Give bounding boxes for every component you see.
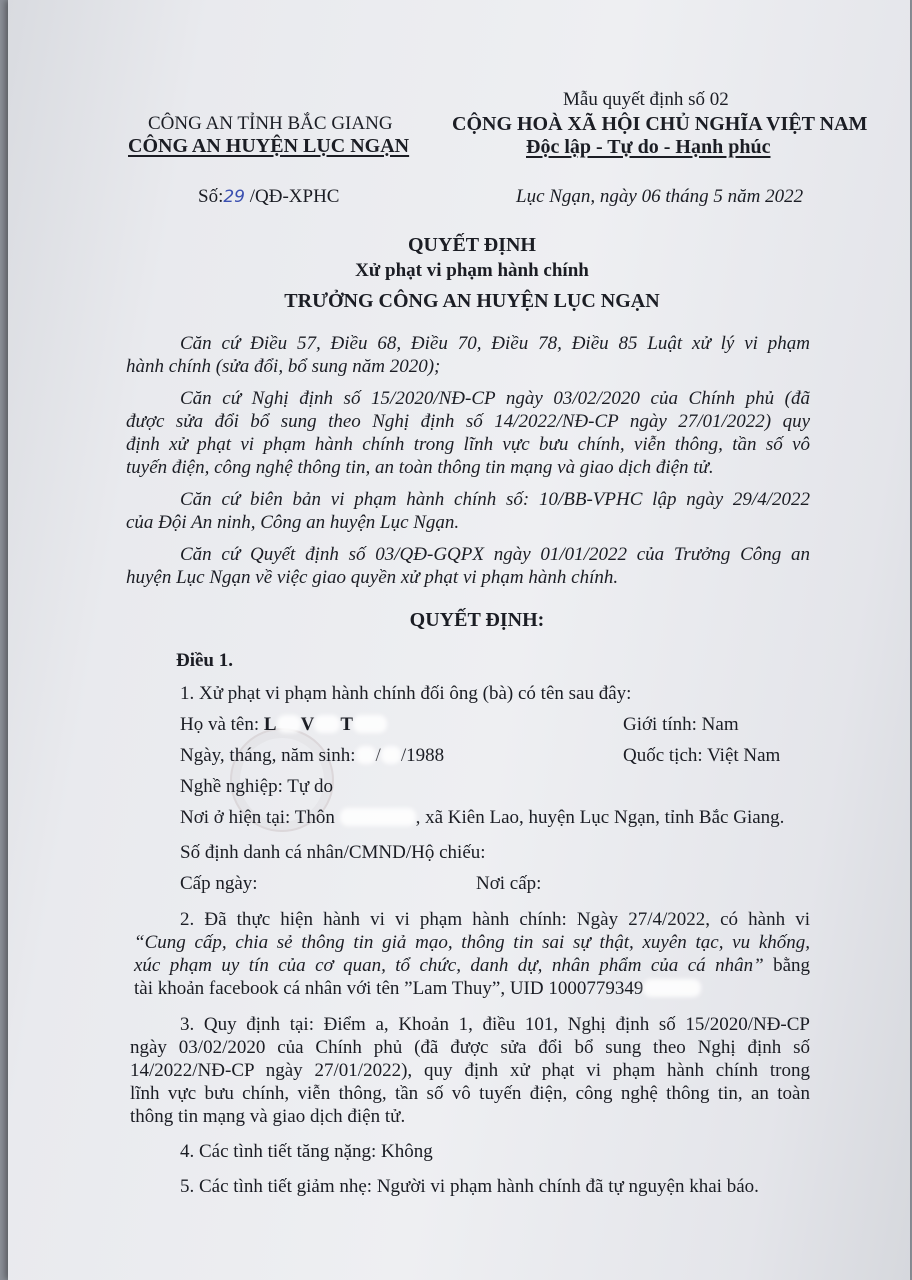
redaction [643, 979, 701, 997]
item-3-line-4: lĩnh vực bưu chính, viễn thông, tần số vô tuyến điện, công nghệ thông tin, an toàn [130, 1083, 810, 1104]
country-name: CỘNG HOÀ XÃ HỘI CHỦ NGHĨA VIỆT NAM [452, 113, 868, 135]
item-2-line-3-italic: xúc phạm uy tín của cơ quan, tổ chức, danh dự, nhân phẩm của cá nhân” [134, 955, 764, 976]
item-3-line-2: ngày 03/02/2020 của Chính phủ (đã được sửa đổi bổ sung theo Nghị định số [130, 1037, 810, 1058]
agency-parent: CÔNG AN TỈNH BẮC GIANG [148, 113, 393, 134]
basis-3-line-2: của Đội An ninh, Công an huyện Lục Ngạn. [126, 512, 460, 533]
basis-1-line-2: hành chính (sửa đổi, bổ sung năm 2020); [126, 356, 441, 377]
basis-1-line-1: Căn cứ Điều 57, Điều 68, Điều 70, Điều 78, Điều 85 Luật xử lý vi phạm [180, 333, 810, 354]
basis-4-line-1: Căn cứ Quyết định số 03/QĐ-GQPX ngày 01/01/2022 của Trưởng Công an [180, 544, 810, 565]
basis-2-line-2: được sửa đổi bổ sung theo Nghị định số 14/2022/NĐ-CP ngày 27/01/2022) quy [126, 411, 810, 432]
item-2-line-4 [134, 978, 701, 1000]
redaction [340, 808, 416, 826]
form-note: Mẫu quyết định số 02 [563, 89, 729, 110]
decision-heading: QUYẾT ĐỊNH: [409, 609, 545, 631]
redaction [356, 746, 376, 764]
name-part-3: T [340, 714, 354, 735]
name-part-2: V [300, 714, 315, 735]
motto: Độc lập - Tự do - Hạnh phúc [526, 136, 771, 158]
redaction [353, 715, 387, 733]
item-3-line-5: thông tin mạng và giao dịch điện tử. [130, 1106, 406, 1127]
item-1-intro: 1. Xử phạt vi phạm hành chính đối ông (bà) có tên sau đây: [180, 683, 632, 704]
document-page [8, 0, 910, 1280]
name-label: Họ và tên: [180, 714, 264, 735]
number-suffix: /QĐ-XPHC [245, 186, 340, 207]
item-2-line-4-text: tài khoản facebook cá nhân với tên ”Lam Thuy”, UID 1000779349 [134, 978, 644, 999]
agency-name: CÔNG AN HUYỆN LỤC NGẠN [128, 135, 410, 157]
address-row [180, 807, 784, 829]
place-date: Lục Ngạn, ngày 06 tháng 5 năm 2022 [516, 186, 804, 207]
address-rest: , xã Kiên Lao, huyện Lục Ngạn, tỉnh Bắc Giang. [415, 807, 785, 828]
item-3-line-3: 14/2022/NĐ-CP ngày 27/01/2022), quy định xử phạt vi phạm hành chính trong [130, 1060, 810, 1081]
item-2-line-3-rest: bằng [763, 955, 811, 976]
basis-2-line-3: định xử phạt vi phạm hành chính trong lĩnh vực bưu chính, viễn thông, tần số vô [126, 434, 810, 455]
redaction [381, 746, 401, 764]
dob-separator: / [375, 745, 381, 766]
document-number [198, 186, 339, 208]
article-1-heading: Điều 1. [176, 650, 233, 671]
handwritten-number: 29 [223, 187, 245, 207]
item-2-line-3 [134, 955, 810, 977]
gender: Giới tính: Nam [623, 714, 739, 735]
redaction [277, 715, 301, 733]
address-label: Nơi ở hiện tại: Thôn [180, 807, 335, 828]
item-2-line-2: “Cung cấp, chia sẻ thông tin giả mạo, thông tin sai sự thật, xuyên tạc, vu khống, [134, 932, 810, 953]
item-3-line-1: 3. Quy định tại: Điểm a, Khoản 1, điều 101, Nghị định số 15/2020/NĐ-CP [180, 1014, 810, 1035]
item-4-aggravating: 4. Các tình tiết tăng nặng: Không [180, 1141, 433, 1162]
number-prefix: Số: [198, 186, 224, 207]
id-number-label: Số định danh cá nhân/CMND/Hộ chiếu: [180, 842, 486, 863]
nationality: Quốc tịch: Việt Nam [623, 745, 781, 766]
item-2-line-1: 2. Đã thực hiện hành vi vi phạm hành chính: Ngày 27/4/2022, có hành vi [180, 909, 810, 930]
item-5-mitigating: 5. Các tình tiết giảm nhẹ: Người vi phạm hành chính đã tự nguyện khai báo. [180, 1176, 759, 1197]
redaction [314, 715, 340, 733]
dob-year: /1988 [400, 745, 445, 766]
full-name-row [180, 714, 387, 736]
title-subject: Xử phạt vi phạm hành chính [355, 260, 589, 281]
title-authority: TRƯỞNG CÔNG AN HUYỆN LỤC NGẠN [284, 290, 660, 312]
dob-row [180, 745, 444, 767]
dob-label: Ngày, tháng, năm sinh: [180, 745, 356, 766]
basis-3-line-1: Căn cứ biên bản vi phạm hành chính số: 10/BB-VPHC lập ngày 29/4/2022 [180, 489, 810, 510]
title-main: QUYẾT ĐỊNH [408, 234, 536, 256]
issue-date-label: Cấp ngày: [180, 873, 258, 894]
name-part-1: L [263, 714, 277, 735]
issue-place-label: Nơi cấp: [476, 873, 542, 894]
basis-2-line-4: tuyến điện, công nghệ thông tin, an toàn thông tin mạng và giao dịch điện tử. [126, 457, 714, 478]
basis-2-line-1: Căn cứ Nghị định số 15/2020/NĐ-CP ngày 03/02/2020 của Chính phủ (đã [180, 388, 810, 409]
basis-4-line-2: huyện Lục Ngạn về việc giao quyền xử phạt vi phạm hành chính. [126, 567, 619, 588]
occupation: Nghề nghiệp: Tự do [180, 776, 333, 797]
